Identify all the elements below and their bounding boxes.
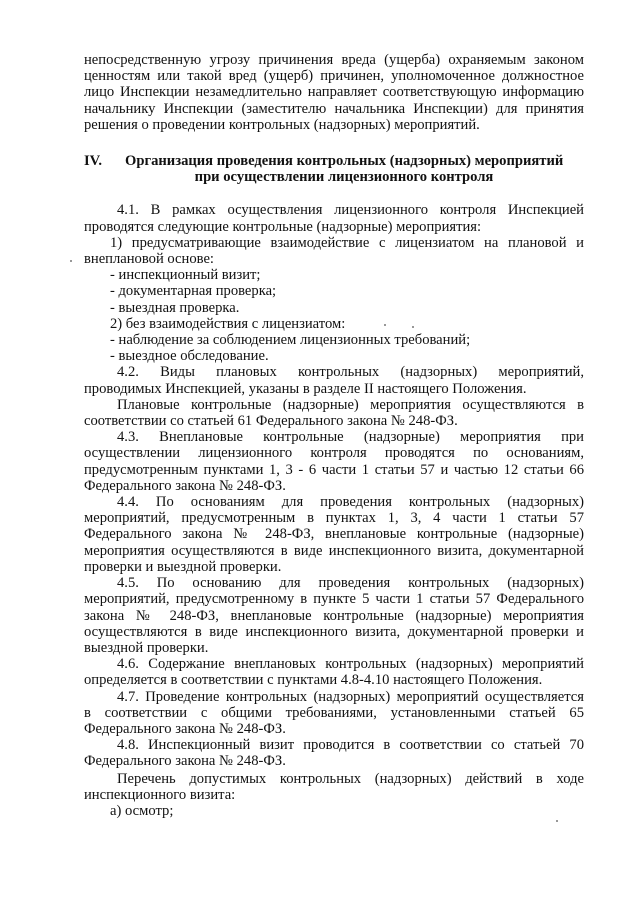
text-line: выездной проверки. [84, 639, 209, 656]
text-line: Федерального закона № 248-ФЗ, внеплановые контрольные (надзорные) [84, 526, 584, 543]
section-title-line: при осуществлении лицензионного контроля [194, 169, 494, 186]
text-line: 4.8. Инспекционный визит проводится в соответствии со статьей 70 [117, 737, 584, 754]
paragraph-4-3 [84, 429, 584, 494]
paragraph-4-4 [84, 494, 584, 575]
text-line: 4.6. Содержание внеплановых контрольных (надзорных) мероприятий [117, 656, 584, 673]
text-line: инспекционного визита: [84, 786, 236, 803]
scan-speck [384, 324, 386, 326]
text-line: мероприятий, предусмотренным в пунктах 1, 3, 4 части 1 статьи 57 [84, 510, 584, 527]
text-line: 4.3. Внеплановые контрольные (надзорные) мероприятия при [117, 429, 584, 446]
text-line: лицо Инспекции незамедлительно направляет соответствующую информацию [84, 84, 584, 101]
list-item: а) осмотр; [110, 802, 174, 819]
text-line: Федерального закона № 248-ФЗ. [84, 477, 286, 494]
scan-speck [70, 260, 72, 262]
text-line: Федерального закона № 248-ФЗ. [84, 753, 286, 770]
section-number: IV. [84, 153, 102, 170]
text-line: 4.4. По основаниям для проведения контрольных (надзорных) [117, 494, 584, 511]
list-item: - наблюдение за соблюдением лицензионных требований; [110, 332, 471, 349]
document-page [84, 52, 584, 819]
text-line: проводятся следующие контрольные (надзорные) мероприятия: [84, 218, 482, 235]
list-heading: 2) без взаимодействия с лицензиатом: [110, 315, 346, 332]
text-line: Плановые контрольные (надзорные) мероприятия осуществляются в [117, 396, 584, 413]
text-line: в соответствии с общими требованиями, установленными статьей 65 [84, 704, 584, 721]
list-item: - выездная проверка. [110, 299, 240, 316]
text-line: непосредственную угрозу причинения вреда (ущерба) охраняемым законом [84, 52, 584, 68]
actions-list [84, 803, 584, 819]
list-heading-line: внеплановой основе: [84, 251, 214, 268]
text-line: определяется в соответствии с пунктами 4.8-4.10 настоящего Положения. [84, 672, 543, 689]
paragraph-4-8 [84, 737, 584, 769]
text-line: начальнику Инспекции (заместителю начальника Инспекции) для принятия [84, 100, 584, 117]
text-line: проверки и выездной проверки. [84, 558, 282, 575]
text-line: проводимых Инспекцией, указаны в разделе II настоящего Положения. [84, 380, 527, 397]
paragraph-4-8-actions [84, 771, 584, 803]
list-item: - документарная проверка; [110, 283, 277, 300]
text-line: Перечень допустимых контрольных (надзорных) действий в ходе [117, 770, 584, 787]
text-line: ценностям или такой вред (ущерб) причинен, уполномоченное должностное [84, 68, 584, 85]
text-line: предусмотренным пунктами 1, 3 - 6 части 1 статьи 57 и частью 12 статьи 66 [84, 461, 584, 478]
intro-paragraph [84, 52, 584, 133]
list-item: - выездное обследование. [110, 348, 269, 365]
paragraph-4-7 [84, 689, 584, 738]
paragraph-4-2-planned [84, 397, 584, 429]
section-title-line: Организация проведения контрольных (надзорных) мероприятий [125, 153, 564, 170]
scan-speck [412, 326, 414, 328]
text-line: осуществляются в виде инспекционного визита, документарной проверки и [84, 623, 584, 640]
paragraph-4-5 [84, 575, 584, 656]
text-line: Федерального закона № 248-ФЗ. [84, 720, 286, 737]
text-line: 4.1. В рамках осуществления лицензионного контроля Инспекцией [117, 202, 584, 219]
paragraph-4-1 [84, 202, 584, 234]
text-line: мероприятий, предусмотренному в пункте 5 части 1 статьи 57 Федерального [84, 591, 584, 608]
section-heading [84, 153, 584, 185]
text-line: закона № 248-ФЗ, внеплановые контрольные (надзорные) мероприятия [84, 607, 584, 624]
text-line: соответствии со статьей 61 Федерального закона № 248-ФЗ. [84, 413, 458, 430]
text-line: осуществлении лицензионного контроля проводятся по основаниям, [84, 445, 584, 462]
paragraph-4-2 [84, 364, 584, 396]
text-line: 4.5. По основанию для проведения контрольных (надзорных) [117, 575, 584, 592]
text-line: мероприятия осуществляются в виде инспекционного визита, документарной [84, 542, 584, 559]
list-with-interaction [84, 235, 584, 316]
text-line: 4.7. Проведение контрольных (надзорных) мероприятий осуществляется [117, 688, 584, 705]
list-item: - инспекционный визит; [110, 267, 261, 284]
list-without-interaction [84, 316, 584, 365]
list-heading-line: 1) предусматривающие взаимодействие с лицензиатом на плановой и [110, 234, 584, 251]
paragraph-4-6 [84, 656, 584, 688]
text-line: решения о проведении контрольных (надзорных) мероприятий. [84, 116, 480, 133]
scan-speck [556, 820, 558, 822]
text-line: 4.2. Виды плановых контрольных (надзорных) мероприятий, [117, 364, 584, 381]
